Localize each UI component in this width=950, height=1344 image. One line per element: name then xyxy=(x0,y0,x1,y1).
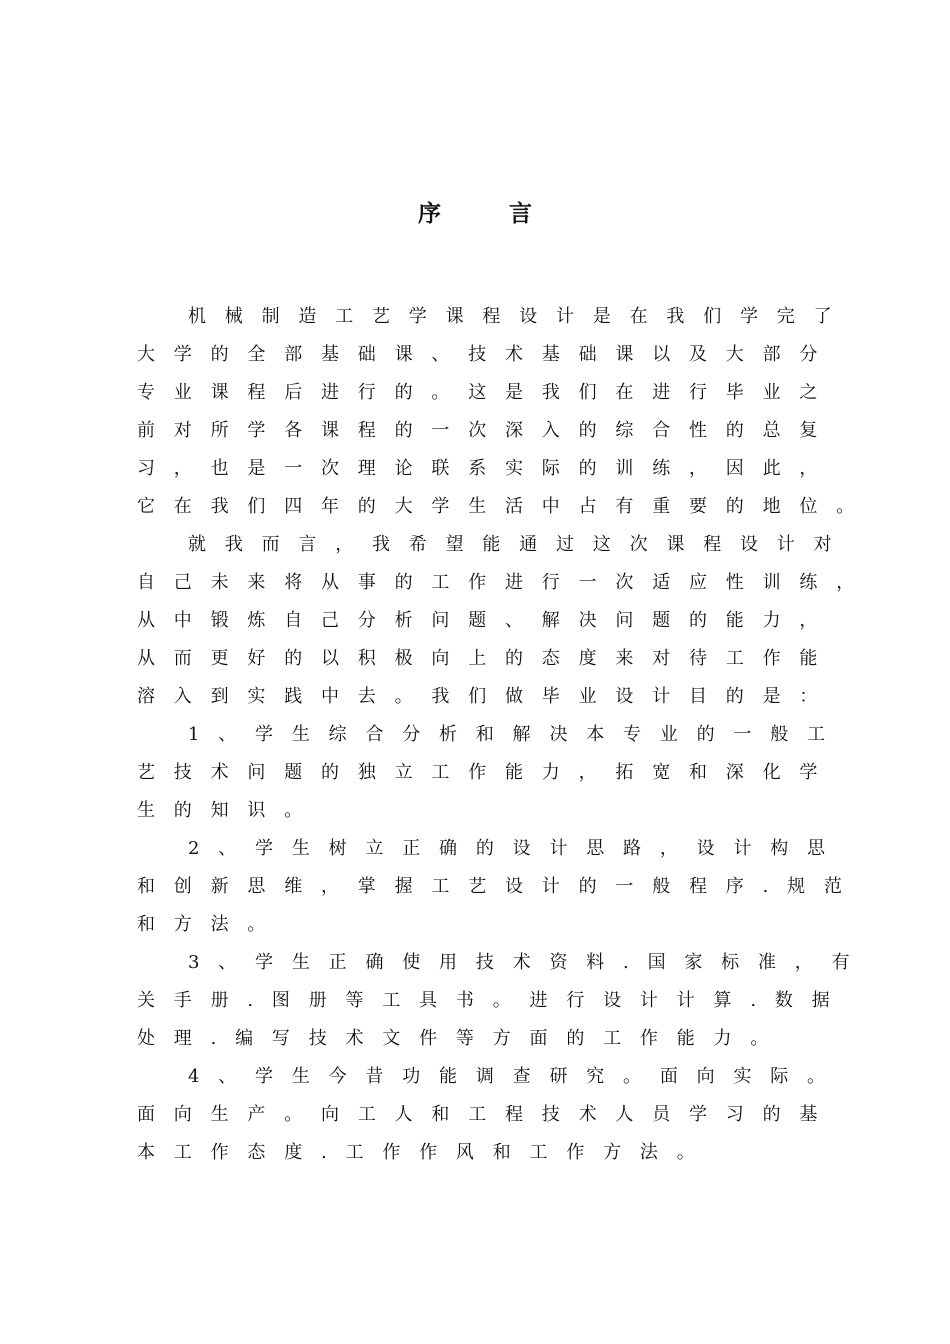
text-line: 和方法。 xyxy=(137,914,285,935)
text-line: 就我而言，我希望能通过这次课程设计对 xyxy=(188,534,851,555)
text-line: 3、学生正确使用技术资料.国家标准，有 xyxy=(188,952,869,973)
text-line: 面向生产。向工人和工程技术人员学习的基 xyxy=(137,1104,837,1125)
text-line: 自己未来将从事的工作进行一次适应性训练， xyxy=(137,572,873,593)
text-line: 大学的全部基础课、技术基础课以及大部分 xyxy=(137,344,837,365)
text-line: 习，也是一次理论联系实际的训练，因此， xyxy=(137,458,837,479)
text-line: 和创新思维，掌握工艺设计的一般程序.规范 xyxy=(137,876,861,897)
text-line: 2、学生树立正确的设计思路，设计构思 xyxy=(188,838,844,859)
text-line: 溶入到实践中去。我们做毕业设计目的是： xyxy=(137,686,837,707)
text-line: 处理.编写技术文件等方面的工作能力。 xyxy=(137,1028,788,1049)
text-line: 从中锻炼自己分析问题、解决问题的能力， xyxy=(137,610,837,631)
text-line: 从而更好的以积极向上的态度来对待工作能 xyxy=(137,648,837,669)
text-line: 前对所学各课程的一次深入的综合性的总复 xyxy=(137,420,837,441)
text-line: 关手册.图册等工具书。进行设计计算.数据 xyxy=(137,990,849,1011)
text-line: 1、学生综合分析和解决本专业的一般工 xyxy=(188,724,844,745)
text-line: 专业课程后进行的。这是我们在进行毕业之 xyxy=(137,382,837,403)
preface-body xyxy=(137,298,873,1172)
text-line: 机械制造工艺学课程设计是在我们学完了 xyxy=(188,306,851,327)
page-title: 序 言 xyxy=(417,200,562,227)
text-line: 艺技术问题的独立工作能力，拓宽和深化学 xyxy=(137,762,837,783)
text-line: 4、学生今昔功能调查研究。面向实际。 xyxy=(188,1066,844,1087)
text-line: 生的知识。 xyxy=(137,800,321,821)
text-line: 它在我们四年的大学生活中占有重要的地位。 xyxy=(137,496,873,517)
text-line: 本工作态度.工作作风和工作方法。 xyxy=(137,1142,714,1163)
